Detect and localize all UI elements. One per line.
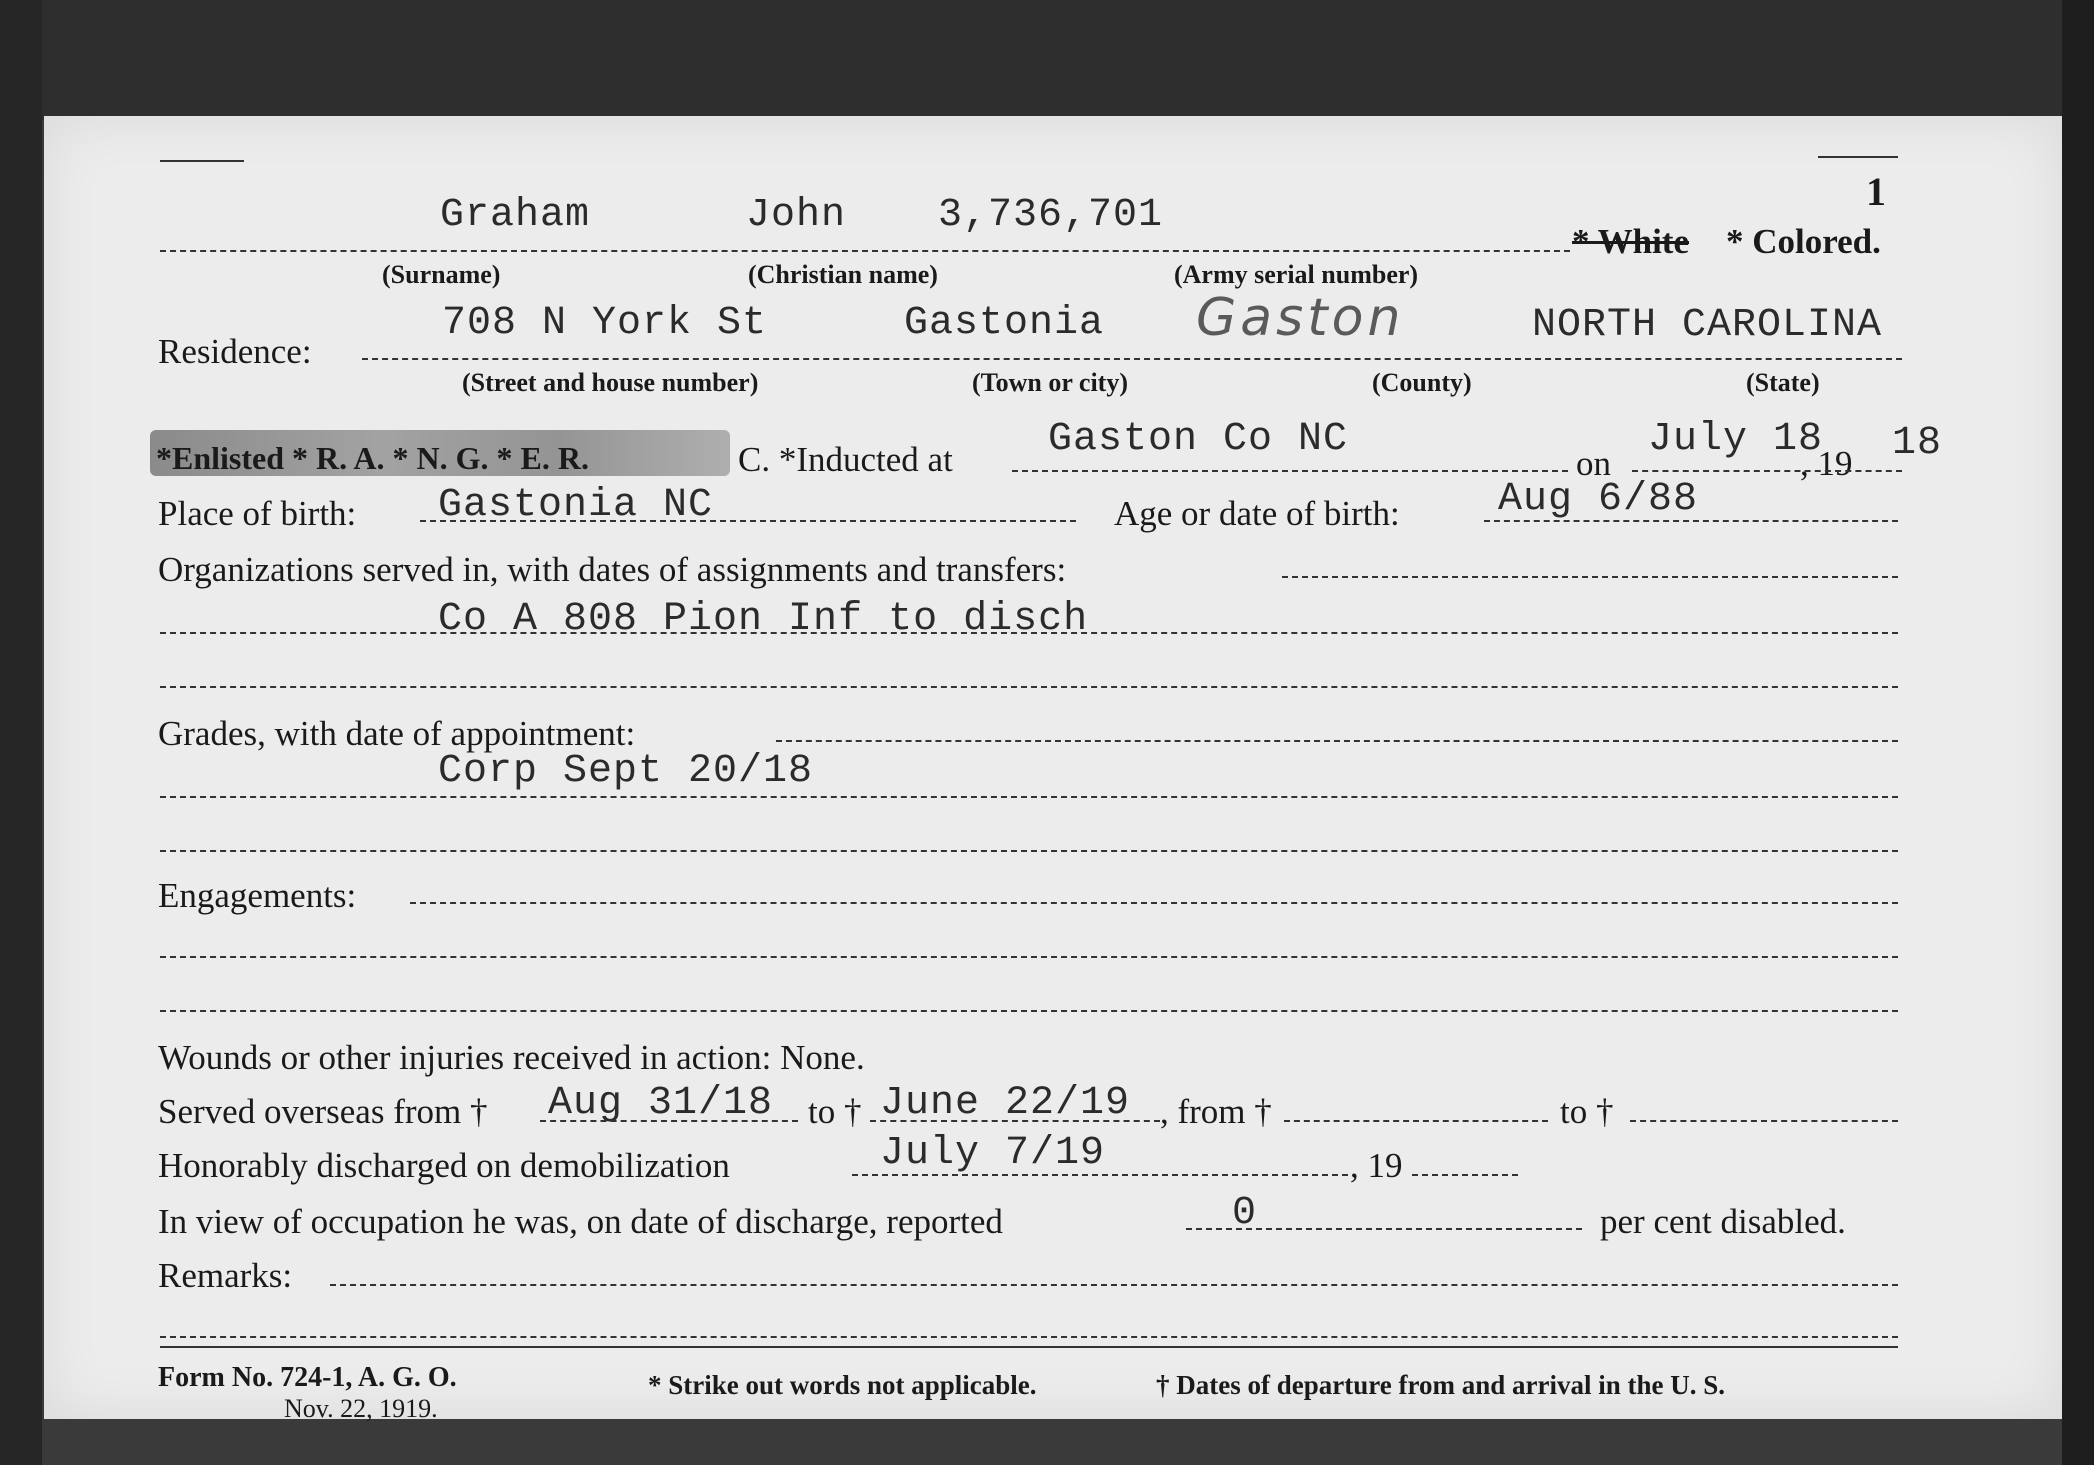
discharge-line [852, 1174, 1348, 1176]
caption-street: (Street and house number) [462, 368, 759, 397]
discharge-label: Honorably discharged on demobilization [158, 1146, 730, 1185]
inducted-at-value: Gaston Co NC [1048, 417, 1349, 462]
surname-value: Graham [440, 193, 591, 238]
race-white: * White [1572, 222, 1689, 261]
organizations-label: Organizations served in, with dates of assignments and transfers: [158, 550, 1067, 589]
overseas-to-label-2: to † [1560, 1092, 1614, 1131]
corner-rule-left [160, 160, 244, 162]
year-label: , 19 [1800, 444, 1853, 483]
organizations-line-3 [160, 686, 1898, 688]
birth-date-value: Aug 6/88 [1498, 477, 1699, 522]
disabled-value: 0 [1232, 1191, 1258, 1236]
overseas-to-line [870, 1120, 1160, 1122]
form-date: Nov. 22, 1919. [284, 1394, 438, 1423]
caption-serial-number: (Army serial number) [1174, 260, 1419, 289]
street-value: 708 N York St [442, 301, 768, 346]
county-value: Gaston [1196, 288, 1405, 348]
remarks-line-1 [330, 1284, 1898, 1286]
disabled-line [1186, 1228, 1582, 1230]
grades-line-3 [160, 850, 1898, 852]
inducted-label: C. *Inducted at [738, 440, 953, 479]
card-number: 1 [1866, 169, 1886, 214]
engagements-line-1 [410, 902, 1898, 904]
on-label: on [1576, 444, 1611, 483]
inducted-line [1012, 470, 1568, 472]
serial-number-value: 3,736,701 [938, 193, 1164, 238]
remarks-line-2 [160, 1336, 1898, 1338]
grades-line-2 [160, 796, 1898, 798]
overseas-from-value: Aug 31/18 [548, 1081, 774, 1126]
caption-state: (State) [1746, 368, 1820, 397]
dates-note: † Dates of departure from and arrival in the U. S. [1156, 1370, 1725, 1400]
place-of-birth-line [420, 520, 1076, 522]
residence-line [362, 358, 1902, 360]
inducted-year-value: 18 [1892, 421, 1943, 466]
age-label: Age or date of birth: [1114, 494, 1400, 533]
discharge-year-label: , 19 [1350, 1146, 1403, 1185]
remarks-label: Remarks: [158, 1256, 293, 1295]
town-value: Gastonia [904, 301, 1105, 346]
engagements-label: Engagements: [158, 876, 357, 915]
overseas-from-label: Served overseas from † [158, 1092, 488, 1131]
overseas-from-label-2: , from † [1160, 1092, 1272, 1131]
birth-date-line [1484, 520, 1898, 522]
enlisted-options: *Enlisted * R. A. * N. G. * E. R. [156, 440, 589, 476]
scan-background-right [2062, 0, 2094, 1465]
wounds-label: Wounds or other injuries received in action: None. [158, 1038, 865, 1077]
grades-label: Grades, with date of appointment: [158, 714, 636, 753]
inducted-date-value: July 18 [1648, 417, 1824, 462]
grades-line-1 [776, 740, 1898, 742]
discharge-date-value: July 7/19 [880, 1131, 1106, 1176]
scan-background-left [0, 0, 42, 1465]
form-number: Form No. 724-1, A. G. O. [158, 1362, 457, 1393]
engagements-line-2 [160, 956, 1898, 958]
place-of-birth-value: Gastonia NC [438, 483, 714, 528]
place-of-birth-label: Place of birth: [158, 494, 357, 533]
grades-value: Corp Sept 20/18 [438, 749, 814, 794]
christian-name-value: John [746, 193, 847, 238]
disabled-label: In view of occupation he was, on date of discharge, reported [158, 1202, 1003, 1241]
discharge-year-line [1412, 1174, 1518, 1176]
overseas-to-label: to † [808, 1092, 862, 1131]
scan-background-top [0, 0, 2094, 120]
footer-rule [160, 1346, 1898, 1348]
name-line [160, 250, 1570, 252]
organizations-line-1 [1282, 576, 1898, 578]
disabled-suffix: per cent disabled. [1600, 1202, 1846, 1241]
overseas-to-line-2 [1630, 1120, 1898, 1122]
caption-town: (Town or city) [972, 368, 1128, 397]
overseas-from-line-2 [1284, 1120, 1548, 1122]
race-colored: * Colored. [1726, 222, 1881, 261]
engagements-line-3 [160, 1010, 1898, 1012]
caption-county: (County) [1372, 368, 1472, 397]
state-value: NORTH CAROLINA [1532, 303, 1883, 348]
organizations-value: Co A 808 Pion Inf to disch [438, 597, 1089, 642]
corner-rule-right [1818, 156, 1898, 158]
overseas-to-value: June 22/19 [880, 1081, 1131, 1126]
inducted-date-line [1632, 470, 1902, 472]
strike-note: * Strike out words not applicable. [648, 1370, 1037, 1400]
caption-christian-name: (Christian name) [748, 260, 938, 289]
caption-surname: (Surname) [382, 260, 501, 289]
overseas-from-line [540, 1120, 798, 1122]
organizations-line-2 [160, 632, 1898, 634]
residence-label: Residence: [158, 332, 312, 371]
